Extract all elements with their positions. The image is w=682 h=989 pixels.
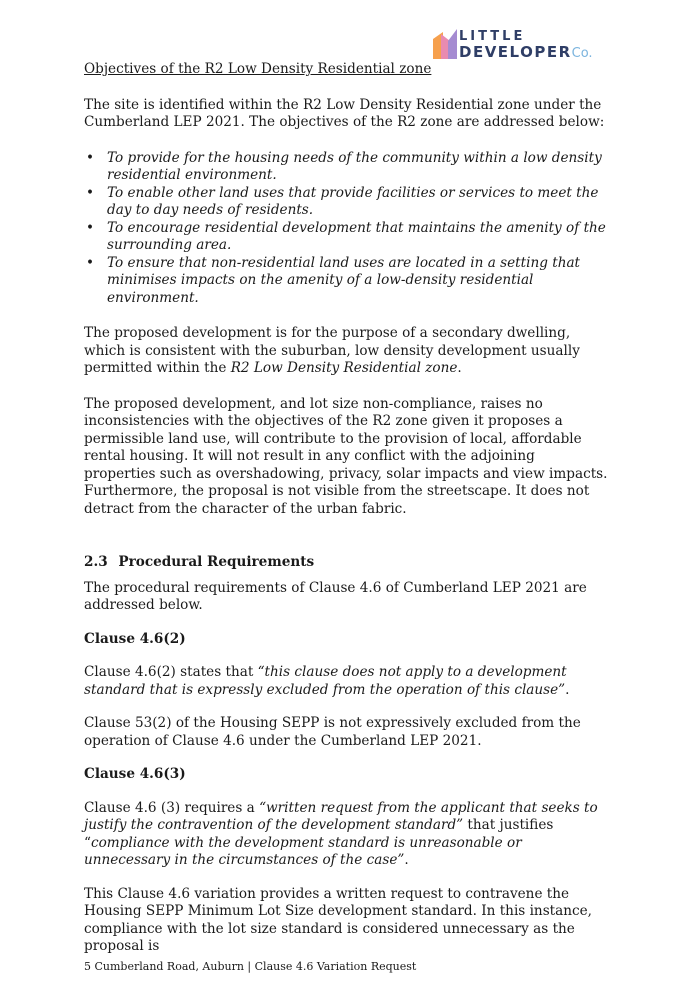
consistency-paragraph: The proposed development, and lot size non-compliance, raises no inconsistencies with the objectives of the R2 zone given it proposes a permissible land use, will contribute to the provision of local, affordable rental housing. It will not result in any conflict with the adjoining properties such as overshadowing, privacy, solar impacts and view impacts. Furthermore, the proposal is not visible from the streetscape. It does not detract from the character of the urban fabric. bbox=[84, 395, 608, 517]
objective-item: • To encourage residential development that maintains the amenity of the surrounding area. bbox=[84, 220, 609, 255]
objectives-list bbox=[84, 150, 609, 308]
clause-paragraph: Clause 4.6(2) states that “this clause does not apply to a development standard that is expressly excluded from the operation of this clause”. bbox=[84, 664, 570, 698]
clause-paragraph: Clause 53(2) of the Housing SEPP is not expressively excluded from the operation of Clause 4.6 under the Cumberland LEP 2021. bbox=[84, 715, 581, 749]
logo-word-little: LITTLE bbox=[459, 29, 526, 44]
company-logo bbox=[433, 29, 608, 63]
development-purpose-paragraph: The proposed development is for the purpose of a secondary dwelling, which is consistent with the suburban, low density development usually permitted within the R2 Low Density Residential zone. bbox=[84, 325, 580, 376]
intro-paragraph: The site is identified within the R2 Low Density Residential zone under the Cumberland LEP 2021. The objectives of the R2 zone are addressed below: bbox=[84, 96, 605, 130]
clause-heading: Clause 4.6(3) bbox=[84, 766, 186, 782]
objectives-heading: Objectives of the R2 Low Density Residential zone bbox=[84, 61, 432, 77]
page-footer: 5 Cumberland Road, Auburn | Clause 4.6 Variation Request bbox=[84, 960, 417, 973]
objective-item: • To ensure that non-residential land uses are located in a setting that minimises impacts on the amenity of a low-density residential environment. bbox=[84, 255, 609, 308]
clause-paragraph: Clause 4.6 (3) requires a “written request from the applicant that seeks to justify the contravention of the development standard” that justifies “compliance with the development standard is unreasonable or unnecessary in the circumstances of the case”. bbox=[84, 799, 598, 868]
logo-mark-icon bbox=[433, 29, 459, 59]
logo-word-developer: DEVELOPERCo. bbox=[459, 43, 593, 61]
section-intro-paragraph: The procedural requirements of Clause 4.6 of Cumberland LEP 2021 are addressed below. bbox=[84, 579, 587, 613]
clause-heading: Clause 4.6(2) bbox=[84, 630, 186, 647]
objective-item: • To provide for the housing needs of the community within a low density residential environment. bbox=[84, 150, 609, 185]
logo-suffix: Co. bbox=[571, 46, 593, 61]
objective-item: • To enable other land uses that provide facilities or services to meet the day to day needs of residents. bbox=[84, 185, 609, 220]
clause-paragraph: This Clause 4.6 variation provides a written request to contravene the Housing SEPP Minimum Lot Size development standard. In this instance, compliance with the lot size standard is considered unnecessary as the proposal is bbox=[84, 885, 592, 954]
section-heading: 2.3 Procedural Requirements bbox=[84, 554, 315, 570]
document-body bbox=[84, 61, 609, 956]
